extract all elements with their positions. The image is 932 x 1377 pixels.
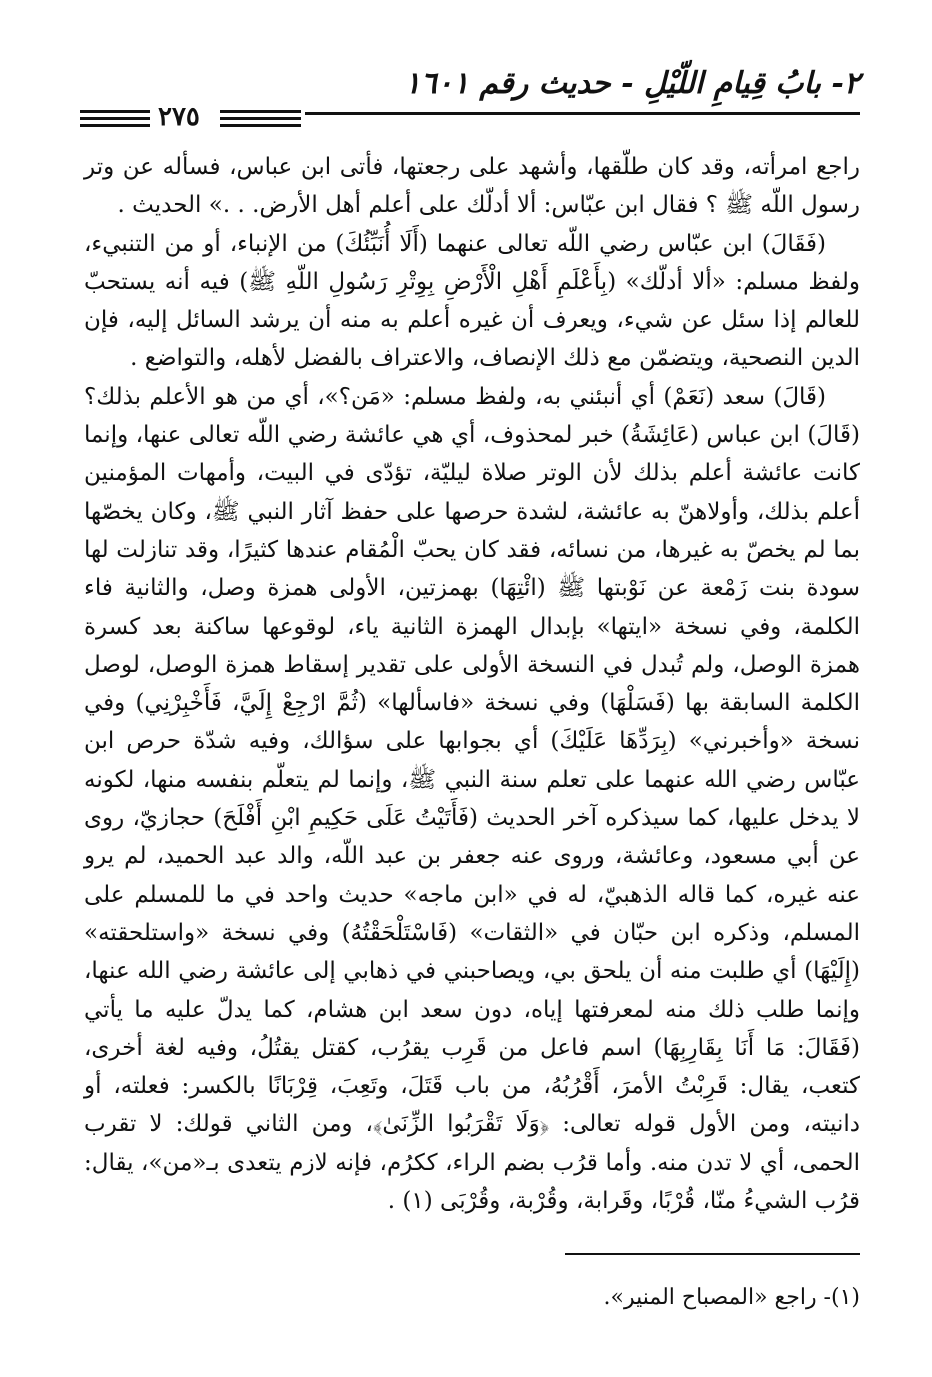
footnote-separator xyxy=(565,1253,860,1255)
page-number-rule-right xyxy=(220,110,301,131)
paragraph-commentary-2: (قَالَ) سعد (نَعَمْ) أي أنبئني به، ولفظ مسلم: «مَن؟»، أي من هو الأعلم بذلك؟ (قَالَ) ابن عباس (عَائِشَةُ) خبر لمحذوف، أي هي عائشة رضي اللّه تعالى عنها، وإنما كانت عائشة أعلم بذلك لأن الوتر صلاة ليليّة، تؤدّى في البيت، وأمهات المؤمنين أعلم بذلك، وأولاهنّ به عائشة، لشدة حرصها على حفظ آثار النبي ﷺ، وكان يخصّها بما لم يخصّ به غيرها، من نسائه، فقد كان يحبّ الْمُقام عندها كثيرًا، وقد تنازلت لها سودة بنت زَمْعة عن نَوْبتها ﷺ (ائْتِهَا) بهمزتين، الأولى همزة وصل، والثانية فاء الكلمة، وفي نسخة «ايتها» بإبدال الهمزة الثانية ياء، لوقوعها ساكنة بعد كسرة همزة الوصل، ولم تُبدل في النسخة الأولى على تقدير إسقاط همزة الوصل، لوصل الكلمة السابقة بها (فَسَلْهَا) وفي نسخة «فاسألها» (ثُمَّ ارْجِعْ إِلَيَّ، فَأَخْبِرْنِي) وفي نسخة «وأخبرني» (بِرَدِّهَا عَلَيْكَ) أي بجوابها على سؤالك، وفيه شدّة حرص ابن عبّاس رضي الله عنهما على تعلم سنة النبي ﷺ، وإنما لم يتعلّم بنفسه منها، لكونه لا يدخل عليها، كما سيذكره آخر الحديث (فَأَتَيْتُ عَلَى حَكِيمِ ابْنِ أَفْلَحَ) حجازيّ، روى عن أبي مسعود، وعائشة، وروى عنه جعفر بن عبد اللّه، والد عبد الحميد، لم يرو عنه غيره، كما قاله الذهبيّ، له في «ابن ماجه» حديث واحد في ما للمسلم على المسلم، وذكره ابن حبّان في «الثقات» (فَاسْتَلْحَقْتُهُ) وفي نسخة «واستلحقته» (إِلَيْهَا) أي طلبت منه أن يلحق بي، ويصاحبني في ذهابي إلى عائشة رضي الله عنها، وإنما طلب ذلك منه لمعرفتها إياه، دون سعد ابن هشام، كما يدلّ عليه ما يأتي (فَقَالَ: مَا أَنَا بِقَارِبِهَا) اسم فاعل من قَرِب يقرُب، كقتل يقتُلُ، وفيه لغة أخرى، كتعب، يقال: قَرِبْتُ الأمرَ، أَقْرُبُهُ، من باب قَتَلَ، وتَعِبَ، قِرْبَانًا بالكسر: فعلته، أو دانيته، ومن الأول قوله تعالى: ﴿وَلَا تَقْرَبُوا الزِّنَىٰ﴾، ومن الثاني قولك: لا تقرب الحمى، أي لا تدن منه. وأما قرُب بضم الراء، ككرُم، فإنه لازم يتعدى بـ«من»، يقال: قرُب الشيءُ منّا، قُرْبًا، وقَرابة، وقُرْبة، وقُرْبَى (١) . xyxy=(84,383,860,1215)
main-text xyxy=(84,148,860,1220)
paragraph-commentary-1: (فَقَالَ) ابن عبّاس رضي اللّه تعالى عنهما (أَلَا أُنَبِّئُكَ) من الإنباء، أو من التنبيء، ولفظ مسلم: «ألا أدلّك» (بِأَعْلَمِ أَهْلِ الْأَرْضِ بِوِتْرِ رَسُولِ اللّهِ ﷺ) فيه أنه يستحبّ للعالم إذا سئل عن شيء، ويعرف أن غيره أعلم به منه أن يرشد السائل إليه، فإن الدين النصحية، ويتضمّن مع ذلك الإنصاف، والاعتراف بالفضل لأهله، والتواضع . xyxy=(84,230,860,372)
title-underline xyxy=(305,112,860,115)
footnote: (١)- راجع «المصباح المنير». xyxy=(603,1285,860,1310)
page-header xyxy=(80,66,860,132)
running-title: ٢- بابُ قِيامِ اللّيْلِ - حديث رقم ١٦٠١ xyxy=(404,66,860,101)
page-number-rule-left xyxy=(80,110,150,131)
page-number: ٢٧٥ xyxy=(158,102,200,132)
paragraph-continuation: راجع امرأته، وقد كان طلّقها، وأشهد على رجعتها، فأتى ابن عباس، فسأله عن وتر رسول اللّه ﷺ ؟ فقال ابن عبّاس: ألا أدلّك على أعلم أهل الأرض. . .» الحديث . xyxy=(84,154,860,219)
